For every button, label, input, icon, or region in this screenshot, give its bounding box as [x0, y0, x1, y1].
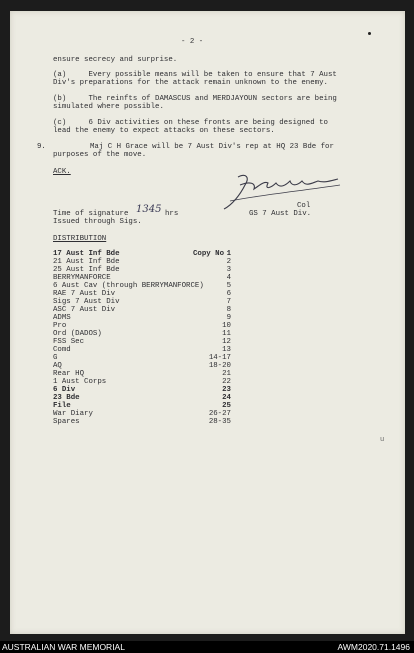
distribution-copy-number: 18-20 [208, 362, 231, 370]
paragraph-b-line-1: (b) The reinfts of DAMASCUS and MERDJAYOUN sectors are being [53, 95, 337, 103]
distribution-row [53, 330, 243, 338]
distribution-unit: 17 Aust Inf Bde [53, 250, 120, 258]
distribution-row [53, 322, 243, 330]
distribution-row [53, 298, 243, 306]
signature-rank: Col [297, 202, 311, 210]
paragraph-c-line-2: lead the enemy to expect attacks on these sectors. [53, 127, 275, 135]
distribution-row [53, 354, 243, 362]
distribution-unit: FSS Sec [53, 338, 85, 346]
page-number: - 2 - [181, 38, 204, 46]
distribution-row [53, 370, 243, 378]
time-of-signature-label: Time of signature [53, 210, 129, 218]
distribution-copy-number: 25 [222, 402, 231, 410]
distribution-unit: Ord (DADOS) [53, 330, 102, 338]
distribution-row [53, 338, 243, 346]
item-9-line-2: purposes of the move. [53, 151, 147, 159]
distribution-row [53, 266, 243, 274]
distribution-copy-number: 23 [222, 386, 231, 394]
distribution-row [53, 346, 243, 354]
distribution-row [53, 410, 243, 418]
time-unit: hrs [165, 210, 179, 218]
distribution-unit: Spares [53, 418, 80, 426]
distribution-copy-number: 8 [226, 306, 231, 314]
distribution-unit: Rear HQ [53, 370, 85, 378]
distribution-copy-number: 3 [226, 266, 231, 274]
distribution-unit: War Diary [53, 410, 93, 418]
document-page [10, 11, 405, 634]
distribution-copy-number: 2 [226, 258, 231, 266]
distribution-heading: DISTRIBUTION [53, 235, 107, 243]
distribution-row [53, 402, 243, 410]
distribution-row [53, 274, 243, 282]
distribution-copy-number: 5 [226, 282, 231, 290]
distribution-copy-number: 10 [222, 322, 231, 330]
distribution-row [53, 306, 243, 314]
distribution-row [53, 314, 243, 322]
distribution-unit: Sigs 7 Aust Div [53, 298, 120, 306]
distribution-copy-number: 6 [226, 290, 231, 298]
margin-mark: u [380, 436, 385, 444]
distribution-unit: 6 Aust Cav (through BERRYMANFORCE) [53, 282, 204, 290]
archive-footer [0, 641, 414, 653]
distribution-row [53, 418, 243, 426]
distribution-unit: BERRYMANFORCE [53, 274, 111, 282]
distribution-unit: AQ [53, 362, 62, 370]
distribution-row [53, 386, 243, 394]
handwritten-time: 1345 [136, 204, 162, 215]
distribution-copy-number: 13 [222, 346, 231, 354]
distribution-unit: ASC 7 Aust Div [53, 306, 116, 314]
distribution-unit: 1 Aust Corps [53, 378, 107, 386]
distribution-unit: Pro [53, 322, 67, 330]
distribution-copy-number: 7 [226, 298, 231, 306]
distribution-copy-number: 4 [226, 274, 231, 282]
distribution-copy-number: 22 [222, 378, 231, 386]
distribution-copy-number: 1 [226, 250, 231, 258]
paragraph-b-line-2: simulated where possible. [53, 103, 164, 111]
distribution-unit: G [53, 354, 58, 362]
distribution-copy-number: 26-27 [208, 410, 231, 418]
distribution-unit: 6 Div [53, 386, 76, 394]
distribution-copy-number: 11 [222, 330, 231, 338]
ink-mark [368, 32, 371, 35]
footer-accession-number: AWM2020.71.1496 [337, 642, 410, 652]
distribution-copy-number: 12 [222, 338, 231, 346]
distribution-row [53, 394, 243, 402]
distribution-copy-number: 21 [222, 370, 231, 378]
distribution-copy-label: Copy No [193, 250, 225, 258]
paragraph-a-line-2: Div's preparations for the attack remain unknown to the enemy. [53, 79, 328, 87]
distribution-unit: 21 Aust Inf Bde [53, 258, 120, 266]
paragraph-c-line-1: (c) 6 Div activities on these fronts are being designed to [53, 119, 328, 127]
item-9-number: 9. [37, 143, 46, 151]
distribution-copy-number: 9 [226, 314, 231, 322]
distribution-unit: Comd [53, 346, 71, 354]
paragraph-a-line-1: (a) Every possible means will be taken to ensure that 7 Aust [53, 71, 337, 79]
distribution-row [53, 282, 243, 290]
distribution-row [53, 378, 243, 386]
item-9-line-1: Maj C H Grace will be 7 Aust Div's rep at HQ 23 Bde for [90, 143, 334, 151]
footer-institution: AUSTRALIAN WAR MEMORIAL [2, 642, 125, 652]
distribution-unit: 25 Aust Inf Bde [53, 266, 120, 274]
distribution-copy-number: 24 [222, 394, 231, 402]
distribution-copy-number: 14-17 [208, 354, 231, 362]
issued-through: Issued through Sigs. [53, 218, 142, 226]
continuation-line: ensure secrecy and surprise. [53, 56, 178, 64]
distribution-copy-number: 28-35 [208, 418, 231, 426]
distribution-unit: 23 Bde [53, 394, 80, 402]
signature-appointment: GS 7 Aust Div. [249, 210, 312, 218]
distribution-row [53, 362, 243, 370]
distribution-row [53, 250, 243, 258]
distribution-unit: RAE 7 Aust Div [53, 290, 116, 298]
ack-heading: ACK. [53, 168, 71, 176]
distribution-unit: File [53, 402, 71, 410]
document-body [10, 11, 405, 634]
distribution-row [53, 290, 243, 298]
distribution-unit: ADMS [53, 314, 71, 322]
distribution-row [53, 258, 243, 266]
